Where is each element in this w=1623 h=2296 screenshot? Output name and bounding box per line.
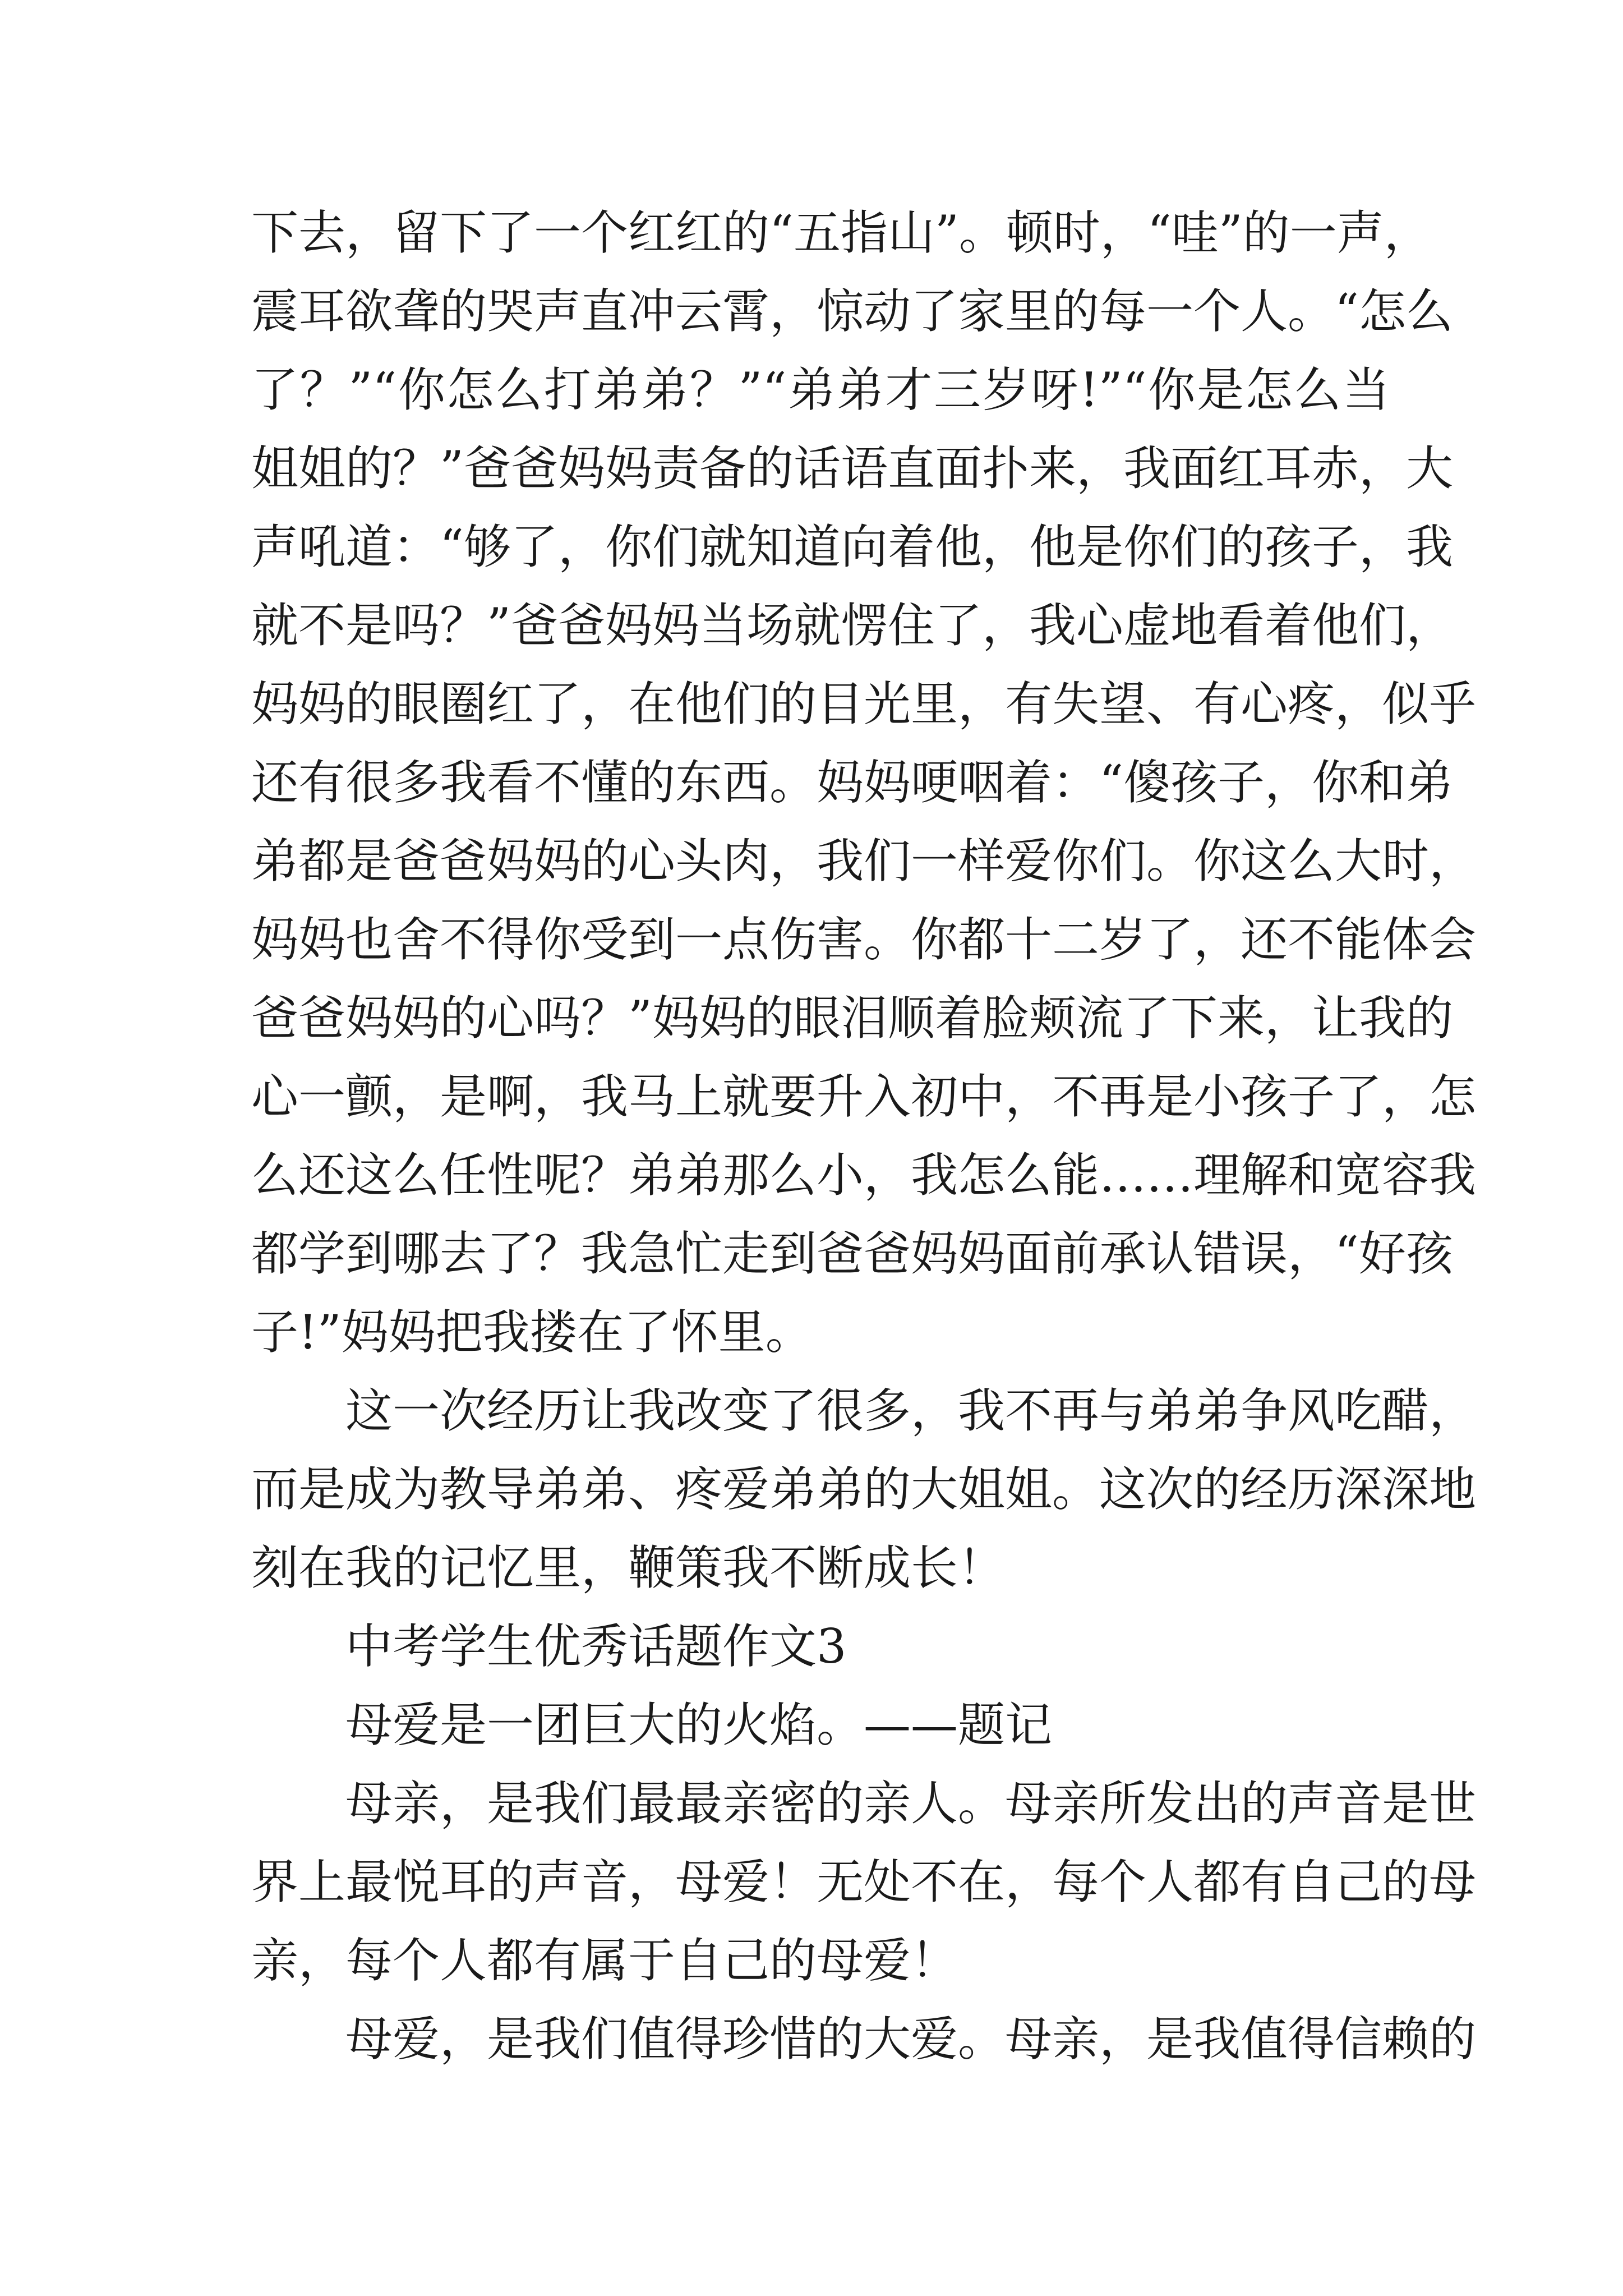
text-line: 亲，每个人都有属于自己的母爱！ [251, 1933, 958, 1988]
text-line: 刻在我的记忆里，鞭策我不断成长！ [251, 1540, 1006, 1595]
text-line: 界上最悦耳的声音，母爱！无处不在，每个人都有自己的母 [251, 1855, 1477, 1910]
text-line: 姐姐的？”爸爸妈妈责备的话语直面扑来，我面红耳赤，大 [251, 441, 1453, 496]
text-line: 了？”“你怎么打弟弟？”“弟弟才三岁呀!”“你是怎么当 [251, 362, 1390, 417]
paragraph-start-line: 母爱，是我们值得珍惜的大爱。母亲，是我值得信赖的 [345, 2012, 1477, 2067]
essay-title: 中考学生优秀话题作文3 [345, 1619, 847, 1674]
text-line: 而是成为教导弟弟、疼爱弟弟的大姐姐。这次的经历深深地 [251, 1462, 1477, 1517]
text-line: 还有很多我看不懂的东西。妈妈哽咽着：“傻孩子，你和弟 [251, 755, 1453, 810]
text-line: 子!”妈妈把我搂在了怀里。 [251, 1305, 813, 1360]
text-line: 妈妈的眼圈红了，在他们的目光里，有失望、有心疼，似乎 [251, 677, 1477, 731]
text-line: 下去，留下了一个红红的“五指山”。顿时，“哇”的一声， [251, 205, 1431, 260]
text-line: 么还这么任性呢？弟弟那么小，我怎么能……理解和宽容我 [251, 1148, 1477, 1203]
epigraph-line: 母爱是一团巨大的火焰。——题记 [345, 1697, 1053, 1752]
text-line: 震耳欲聋的哭声直冲云霄，惊动了家里的每一个人。“怎么 [251, 284, 1453, 339]
text-line: 爸爸妈妈的心吗？”妈妈的眼泪顺着脸颊流了下来，让我的 [251, 991, 1453, 1046]
text-line: 声吼道：“够了，你们就知道向着他，他是你们的孩子，我 [251, 519, 1453, 574]
text-line: 心一颤，是啊，我马上就要升入初中，不再是小孩子了，怎 [251, 1069, 1477, 1124]
paragraph-start-line: 母亲，是我们最最亲密的亲人。母亲所发出的声音是世 [345, 1776, 1477, 1831]
paragraph-start-line: 这一次经历让我改变了很多，我不再与弟弟争风吃醋， [345, 1383, 1477, 1438]
text-line: 妈妈也舍不得你受到一点伤害。你都十二岁了，还不能体会 [251, 912, 1477, 967]
text-line: 都学到哪去了？我急忙走到爸爸妈妈面前承认错误，“好孩 [251, 1226, 1453, 1281]
document-body [251, 194, 1477, 2078]
text-line: 弟都是爸爸妈妈的心头肉，我们一样爱你们。你这么大时， [251, 834, 1477, 889]
text-line: 就不是吗？”爸爸妈妈当场就愣住了，我心虚地看着他们， [251, 598, 1453, 653]
